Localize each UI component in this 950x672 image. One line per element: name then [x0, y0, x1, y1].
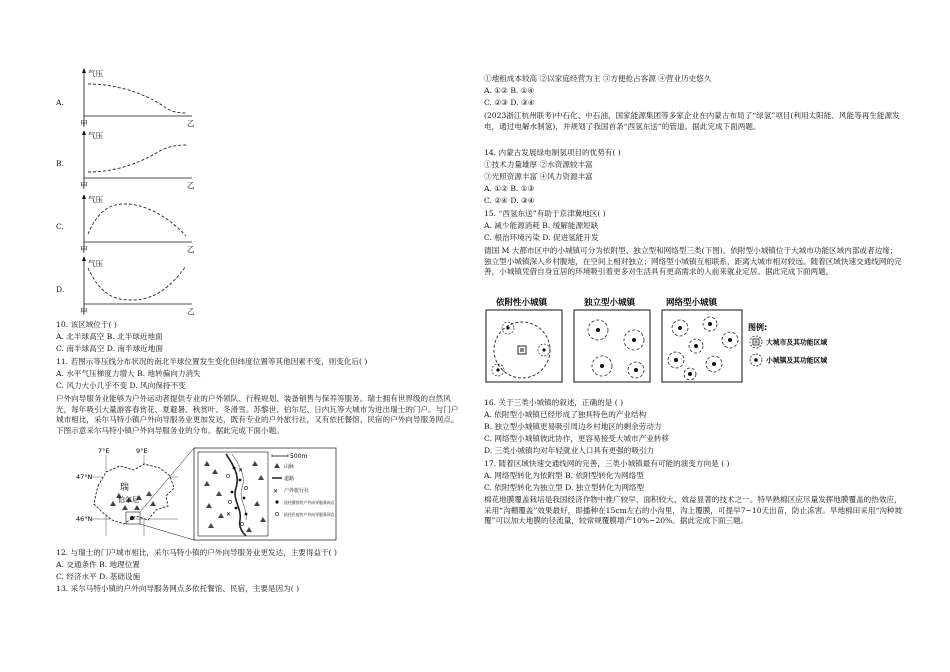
question-12-options-cd: C. 经济水平 D. 基础设施 — [56, 572, 141, 581]
switzerland-border — [94, 464, 174, 524]
legend-title: 图例: — [748, 323, 768, 332]
pressure-graph-d — [74, 254, 204, 316]
question-13-options-ab: A. ①② B. ①④ — [484, 86, 535, 95]
passage-outdoor-guide: 户外向导服务业能够为户外运动者提供专业的户外领队、行程规划、装备销售与保养等服务。瑞士拥有世界级的自然风光，每年吸引大量游客春赏花、夏避暑、秋赏叶、冬滑雪。苏黎世、伯尔尼、日内瓦等大城市为进出瑞士的门户。与门户城市相比，采尔马特小镇户外向导服务业更加发达，既有专业的户外旅行社，又有依托餐馆、民宿的户外向导服务网点。下图示意采尔马特小镇户外向导服务业的分布。据此完成下面小题。 — [56, 394, 459, 435]
legend-mountain: 山脉 — [284, 464, 295, 470]
option-a-letter: A. — [56, 98, 64, 107]
svg-text:✕: ✕ — [273, 488, 279, 495]
pressure-graph-b — [74, 128, 204, 190]
question-16-option-b: B. 独立型小城镇更易吸引周边乡村地区的剩余劳动力 — [484, 422, 662, 431]
question-14-options-cd: C. ②④ D. ③④ — [484, 196, 535, 205]
zermatt-map — [76, 446, 338, 542]
question-13-statements: ①地租成本较高 ②以家庭经营为主 ③方便抢占客源 ④营业历史悠久 — [484, 74, 712, 83]
question-17-options-cd: C. 依附型转化为独立型 D. 独立型转化为网络型 — [484, 483, 645, 492]
dependent-town-panel — [486, 310, 562, 382]
question-11-options-cd: C. 风力大小几乎不变 D. 风向保持不变 — [56, 381, 186, 390]
latitude-label-46n: 46°N — [76, 515, 93, 523]
x-start-label: 甲 — [80, 307, 88, 316]
question-10-options-cd: C. 南半球高空 D. 南半球近地面 — [56, 344, 163, 353]
x-end-label: 乙 — [187, 119, 195, 128]
question-14-statements-12: ①技术力量雄厚 ②水资源较丰富 — [484, 160, 593, 169]
small-town-diagram — [484, 296, 904, 386]
y-axis-arrow — [82, 68, 86, 73]
pressure-curve — [88, 266, 186, 300]
legend-homestay-point: 依托民宿的户外向导服务网点 — [284, 512, 335, 517]
passage-small-towns: 德国 M 大都市区中的小城镇可分为依附型、独立型和网络型三类(下图)。依附型小城镇位于大城市功能区域内部或者边缘；独立型小城镇深入乡村腹地，在空间上相对独立；网络型小城镇互相联系，距离大城市相对较远。随着区域快速交通线网的完善，小城镇凭借自身宜居的环境吸引着更多对生活具有更高需求的人前来就业定居。据此完成下面两题。 — [484, 246, 902, 277]
legend-agency: 户外旅行社 — [284, 488, 310, 494]
capital-label: 伯尔尼 — [118, 496, 139, 504]
switzerland-map-panel — [76, 447, 194, 540]
pressure-graph-a — [74, 66, 204, 128]
diagram-title-independent: 独立型小城镇 — [584, 298, 636, 308]
question-13: 13. 采尔马特小镇的户外向导服务网点多依托餐馆、民宿，主要是因为( ) — [56, 584, 300, 593]
y-axis-label: 气压 — [88, 131, 103, 140]
independent-town-panel — [574, 310, 650, 382]
legend-road: 道路 — [284, 476, 295, 482]
question-15-options-ab: A. 减少能源消耗 B. 缓解能源短缺 — [484, 221, 599, 230]
legend-restaurant-point: 依托餐馆的户外向导服务网点 — [284, 500, 335, 505]
passage-cotton-mulch: 棉花地膜覆盖栽培是我国经济作物中推广较早、面积较大、效益显著的技术之一。特旱熟棉区应尽量发挥地膜覆盖的热效应，采用“沟棚覆盖”效果最好，即播种在15cm左右的小沟里，沟上覆膜，可提早7~10天出苗，防止冻害。旱地棉田采用“沟种坡覆”可以加大地膜的径流量，较常规覆膜增产10%~20%。据此完成下面三题。 — [484, 495, 903, 526]
longitude-label-9e: 9°E — [136, 447, 148, 455]
question-17-options-ab: A. 网络型转化为依附型 B. 依附型转化为网络型 — [484, 471, 644, 480]
y-axis-label: 气压 — [88, 195, 103, 204]
question-14-options-ab: A. ①② B. ①③ — [484, 184, 535, 193]
x-end-label: 乙 — [187, 245, 195, 254]
country-label: 瑞 — [120, 483, 130, 493]
svg-text:✕: ✕ — [226, 511, 232, 518]
x-start-label: 甲 — [80, 245, 88, 254]
option-b-letter: B. — [56, 159, 64, 168]
question-16-option-d: D. 三类小城镇均对年轻就业人口具有更强的吸引力 — [484, 446, 655, 455]
svg-text:✕: ✕ — [238, 467, 244, 474]
question-11-options-ab: A. 水平气压梯度力增大 B. 地转偏向力消失 — [56, 369, 201, 378]
legend-small-town: 小城镇及其功能区域 — [766, 356, 828, 365]
question-16: 16. 关于三类小城镇的叙述，正确的是 ( ) — [484, 398, 624, 407]
question-17: 17. 随着区域快速交通线网的完善，三类小城镇最有可能的演变方向是 ( ) — [484, 459, 730, 468]
pressure-curve — [88, 145, 186, 172]
pressure-curve — [88, 84, 186, 113]
x-start-label: 甲 — [80, 119, 88, 128]
scale-label: 500m — [290, 453, 308, 460]
diagram-title-network: 网络型小城镇 — [666, 298, 718, 308]
question-16-option-a: A. 依附型小城镇已经形成了独具特色的产业结构 — [484, 410, 647, 419]
town-diagram-legend — [748, 322, 827, 366]
question-11: 11. 若图示等压线分布状况的南北半球位置发生变化但纬度位置等其他因素不变，则变化后( ) — [56, 357, 368, 366]
pressure-curve — [88, 204, 186, 236]
question-15: 15. “西氢东送”有助于京津冀地区( ) — [484, 209, 606, 218]
network-town-panel — [662, 310, 742, 382]
y-axis-label: 气压 — [88, 259, 103, 268]
x-start-label: 甲 — [80, 181, 88, 190]
question-12: 12. 与瑞士的门户城市相比，采尔马特小镇的户外向导服务业更发达，主要得益于( ) — [56, 548, 338, 557]
question-16-option-c: C. 网络型小城镇彼此协作，更容易接受大城市产业转移 — [484, 434, 670, 443]
question-14: 14. 内蒙古发展绿电制氢项目的优势有( ) — [484, 148, 621, 157]
question-10: 10. 该区域位于( ) — [56, 320, 117, 329]
option-c-letter: C. — [56, 222, 64, 231]
x-end-label: 乙 — [187, 307, 195, 316]
zermatt-detail-panel — [194, 448, 336, 540]
question-15-options-cd: C. 根治环境污染 D. 促进氢能开发 — [484, 233, 599, 242]
zermatt-location — [130, 516, 134, 520]
longitude-label-7e: 7°E — [98, 447, 110, 455]
latitude-label-47n: 47°N — [76, 473, 93, 481]
question-10-options-ab: A. 北半球高空 B. 北半球近地面 — [56, 332, 163, 341]
pressure-graph-c — [74, 192, 204, 254]
x-end-label: 乙 — [187, 181, 195, 190]
question-13-options-cd: C. ②③ D. ③④ — [484, 98, 535, 107]
diagram-title-dependent: 依附性小城镇 — [496, 298, 548, 308]
legend-big-city: 大城市及其功能区域 — [766, 338, 828, 347]
question-14-statements-34: ③光照资源丰富 ④风力资源丰富 — [484, 172, 593, 181]
y-axis-label: 气压 — [88, 69, 103, 78]
option-d-letter: D. — [56, 285, 65, 294]
question-12-options-ab: A. 交通条件 B. 地理位置 — [56, 560, 140, 569]
passage-green-hydrogen: (2023浙江杭州联考)中石化、中石油、国家能源集团等多家企业在内蒙古布局了“绿氢”项目(利用太阳能、风能等再生能源发电，通过电解水制氢)，并规划了我国首条“西氢东送”的管道。据此完成下面两题。 — [484, 111, 900, 131]
